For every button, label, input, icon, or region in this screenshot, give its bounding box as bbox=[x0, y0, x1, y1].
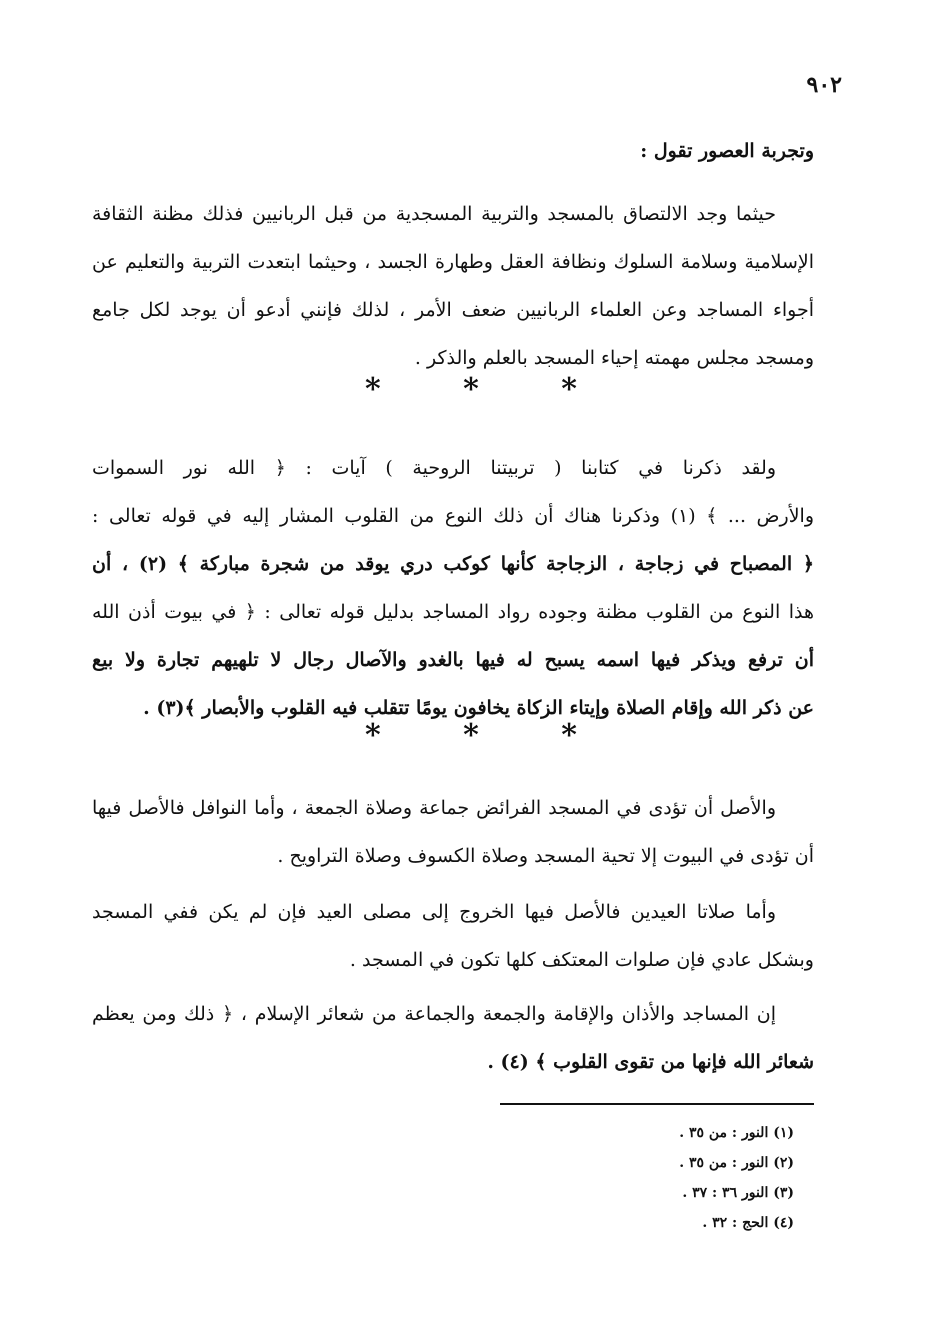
paragraph-line: أن ترفع ويذكر فيها اسمه يسبح له فيها بالغدو والآصال رجال لا تلهيهم تجارة ولا بيع bbox=[92, 649, 814, 671]
paragraph-line: والأرض ... ﴾ (١) وذكرنا هناك أن ذلك النوع من القلوب المشار إليه في قوله تعالى : bbox=[92, 505, 814, 527]
page-number: ٩٠٢ bbox=[806, 72, 842, 98]
section-heading: وتجربة العصور تقول : bbox=[640, 140, 814, 162]
paragraph-line: ومسجد مجلس مهمته إحياء المسجد بالعلم والذكر . bbox=[414, 347, 814, 369]
footnote-divider bbox=[500, 1103, 814, 1105]
paragraph-2 bbox=[92, 444, 814, 732]
paragraph-line: أجواء المساجد وعن العلماء الربانيين ضعف الأمر ، لذلك فإنني أدعو أن يوجد لكل جامع bbox=[92, 299, 814, 321]
footnote-1: (١) النور : من ٣٥ . bbox=[679, 1125, 794, 1141]
footnote-4: (٤) الحج : ٣٢ . bbox=[702, 1215, 794, 1231]
paragraph-5 bbox=[92, 990, 814, 1086]
paragraph-line: وبشكل عادي فإن صلوات المعتكف كلها تكون في المسجد . bbox=[349, 949, 814, 971]
paragraph-line: شعائر الله فإنها من تقوى القلوب ﴾ (٤) . bbox=[487, 1051, 814, 1073]
paragraph-line: وأما صلاتا العيدين فالأصل فيها الخروج إلى مصلى العيد فإن لم يكن ففي المسجد bbox=[92, 901, 776, 923]
section-separator: * * * bbox=[365, 718, 613, 753]
paragraph-3 bbox=[92, 784, 814, 880]
footnotes bbox=[679, 1118, 794, 1238]
paragraph-line: والأصل أن تؤدى في المسجد الفرائض جماعة وصلاة الجمعة ، وأما النوافل فالأصل فيها bbox=[92, 797, 776, 819]
paragraph-line: حيثما وجد الالتصاق بالمسجد والتربية المسجدية من قبل الربانيين فذلك مظنة الثقافة bbox=[92, 203, 776, 225]
paragraph-line: ﴿ المصباح في زجاجة ، الزجاجة كأنها كوكب دري يوقد من شجرة مباركة ﴾ (٢) ، أن bbox=[92, 553, 814, 575]
paragraph-line: أن تؤدى في البيوت إلا تحية المسجد وصلاة الكسوف وصلاة التراويح . bbox=[277, 845, 814, 867]
footnote-2: (٢) النور : من ٣٥ . bbox=[679, 1155, 794, 1171]
paragraph-line: الإسلامية وسلامة السلوك ونظافة العقل وطهارة الجسد ، وحيثما ابتعدت التربية والتعليم عن bbox=[92, 251, 814, 273]
section-separator: * * * bbox=[365, 372, 613, 407]
paragraph-4 bbox=[92, 888, 814, 984]
paragraph-line: هذا النوع من القلوب مظنة وجوده رواد المساجد بدليل قوله تعالى : ﴿ في بيوت أذن الله bbox=[92, 601, 814, 623]
paragraph-line: ولقد ذكرنا في كتابنا ( تربيتنا الروحية ) آيات : ﴿ الله نور السموات bbox=[92, 457, 776, 479]
paragraph-line: إن المساجد والأذان والإقامة والجمعة والجماعة من شعائر الإسلام ، ﴿ ذلك ومن يعظم bbox=[92, 1003, 776, 1025]
paragraph-1 bbox=[92, 190, 814, 382]
paragraph-line: عن ذكر الله وإقام الصلاة وإيتاء الزكاة يخافون يومًا تتقلب فيه القلوب والأبصار ﴾(٣) . bbox=[143, 697, 814, 719]
footnote-3: (٣) النور ٣٦ : ٣٧ . bbox=[682, 1185, 794, 1201]
